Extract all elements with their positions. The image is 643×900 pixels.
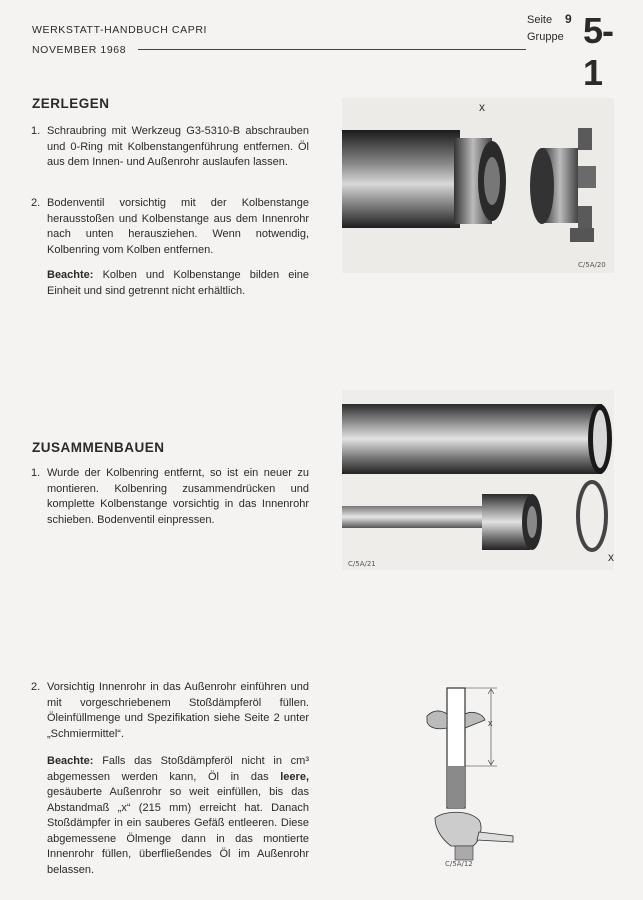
figure-caption: C/5A/20 [578,261,606,269]
page-header [32,20,207,60]
zusammenbauen-step-2 [31,680,309,742]
manual-title: WERKSTATT-HANDBUCH CAPRI [32,24,208,36]
figure-caption: C/5A/12 [445,860,473,868]
note-text-a: Falls das Stoßdämpferöl nicht in cm³ abgemessen werden kann, Öl in das [47,755,309,783]
note-text-b: gesäuberte Außenrohr so weit einfüllen, bis das Abstandmaß „x“ (215 mm) erreicht hat. Danach Stoßdämpfer in ein sauberes Gefäß entleeren. Diese abgemessene Ölmenge dann in das montierte Innenrohr füllen, überfließendes Öl im Außenrohr belassen. [47,786,309,876]
note-bold: leere, [280,770,309,783]
seite-label: Seite [527,14,553,26]
figure-reassembly [342,390,614,570]
zerlegen-note [47,268,309,299]
step-text: Schraubring mit Werkzeug G3-5310-B abschrauben und 0-Ring mit Kolbenstangenführung entfernen. Öl aus dem Innen- und Außenrohr auslaufen lassen. [47,125,309,168]
figure-oil-level-diagram [415,680,530,870]
figure-mark-x: x [608,550,614,564]
figure-mark-x: x [479,100,485,114]
zusammenbauen-step-1 [31,466,309,528]
figure-piston-disassembly [342,98,614,273]
step-number: 1. [31,467,41,479]
note-label: Beachte: [47,269,94,281]
dimension-x-label: x [488,718,493,728]
note-label: Beachte: [47,755,94,767]
note-text: Kolben und Kolbenstange bilden eine Einheit und sind getrennt nicht erhältlich. [47,269,310,297]
step-text: Vorsichtig Innenrohr in das Außenrohr einführen und mit vorgeschriebenem Stoßdämpferöl füllen. Öleinfüllmenge und Spezifikation siehe Seite 2 unter „Schmiermittel“. [47,681,309,740]
header-rule [138,49,526,50]
manual-date: NOVEMBER 1968 [32,44,127,56]
gruppe-number: 5-1 [583,10,614,93]
zerlegen-step-2 [31,196,309,258]
zusammenbauen-note [47,754,309,878]
step-number: 2. [31,681,41,693]
section-heading-zerlegen: ZERLEGEN [32,96,110,111]
seite-number: 9 [565,12,572,26]
section-heading-zusammenbauen: ZUSAMMENBAUEN [32,440,165,455]
zerlegen-step-1 [31,124,309,171]
step-number: 2. [31,197,41,209]
step-text: Bodenventil vorsichtig mit der Kolbenstange herausstoßen und Kolbenstange aus dem Innenrohr nach unten herausziehen. Wenn notwendig, Kolbenring vom Kolben entfernen. [47,197,309,256]
step-text: Wurde der Kolbenring entfernt, so ist ein neuer zu montieren. Kolbenring zusammendrücken und komplette Kolbenstange vorsichtig in das Innenrohr schieben. Bodenventil einpressen. [47,467,309,526]
step-number: 1. [31,125,41,137]
gruppe-label: Gruppe [527,31,564,43]
figure-caption: C/5A/21 [348,560,376,568]
